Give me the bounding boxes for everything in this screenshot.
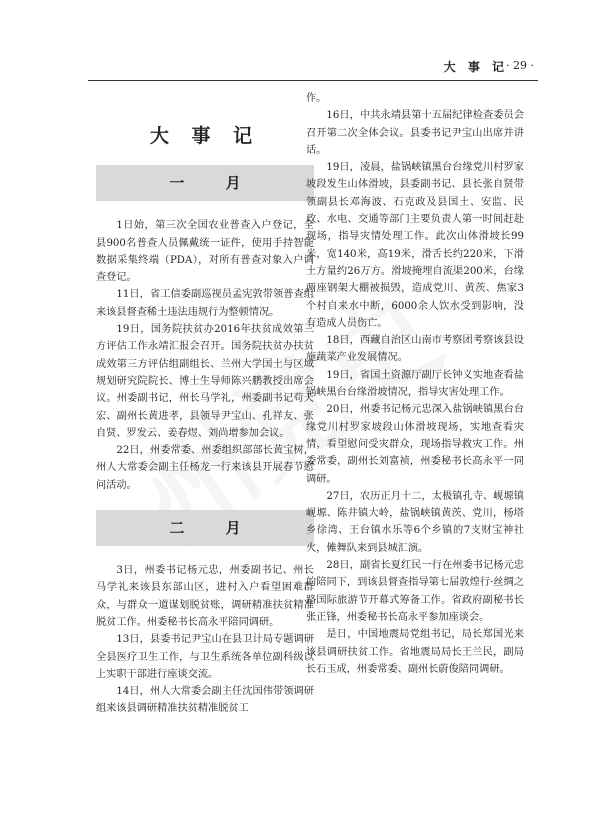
entry-paragraph: 1日始，第三次全国农业普查入户登记，全县900名普查人员佩戴统一证件，使用手持智能数据采集终端（PDA），对所有普查对象入户调查登记。 bbox=[96, 220, 314, 284]
entry-paragraph: 14日，州人大常委会副主任沈国伟带领调研组来该县调研精准扶贫精准脱贫工 bbox=[96, 686, 314, 715]
left-column bbox=[96, 90, 314, 718]
entry-paragraph: 18日，西藏自治区山南市考察团考察该县设施蔬菜产业发展情况。 bbox=[306, 335, 524, 364]
entry-paragraph: 20日，州委书记杨元忠深入盐锅峡镇黑台台缘党川村罗家坡段山体滑坡现场，实地查看灾情，看望慰问受灾群众，现场指导救灾工作。州委常委，副州长刘富祯，州委秘书长高永平一同调研。 bbox=[306, 404, 524, 485]
running-head-title: 大 事 记 bbox=[443, 60, 508, 74]
header-rule bbox=[88, 80, 538, 81]
month-heading-february: 二 月 bbox=[96, 510, 314, 546]
section-title: 大 事 记 bbox=[149, 125, 261, 147]
right-column bbox=[306, 90, 524, 678]
entry-paragraph: 27日，农历正月十二，太极镇孔寺、岘塬镇岘塬、陈井镇大岭，盐锅峡镇黄茨、党川，杨塔乡徐湾、王台镇水乐等6个乡镇的7支财宝神社火，傩舞队来到县城汇演。 bbox=[306, 490, 524, 554]
entry-paragraph: 作。 bbox=[306, 93, 327, 104]
entry-paragraph: 19日，凌晨，盐锅峡镇黑台台缘党川村罗家坡段发生山体滑坡，县委副书记、县长张自贤带领副县长邓海波、石克政及县国土、安监、民政、水电、交通等部门主要负责人第一时间赶赴现场，指导灾情处理工作。此次山体滑坡长99米，宽140米，高19米，滑舌长约220米，下滑土方量约26万方。滑坡掩埋自流渠200米，台缘两座钢架大棚被损毁，造成党川、黄茨、焦家3个村自来水中断，6000余人饮水受到影响，没有造成人员伤亡。 bbox=[306, 162, 524, 329]
entry-paragraph: 19日，省国土资源厅副厅长钟义实地查看盐锅峡黑台台缘滑坡情况，指导灾害处理工作。 bbox=[306, 369, 524, 399]
entry-paragraph: 是日，中国地震局党组书记，局长郑国光来该县调研扶贫工作。省地震局局长王兰民，副局长石玉成，州委常委、副州长蔚俊陪同调研。 bbox=[306, 629, 524, 675]
entry-paragraph: 11日，省工信委副巡视员孟宪敦带领普查组来该县督查稀土违法违规行为整顿情况。 bbox=[96, 289, 314, 318]
page-header bbox=[0, 56, 600, 76]
page-number: · 29 · bbox=[506, 59, 534, 72]
entry-paragraph: 22日，州委常委、州委组织部部长黄宝树，州人大常委会副主任杨龙一行来该县开展春节慰问活动。 bbox=[96, 445, 314, 491]
entry-paragraph: 13日，县委书记尹宝山在县卫计局专题调研全县医疗卫生工作，与卫生系统各单位副科级以上实职干部进行座谈交流。 bbox=[96, 634, 314, 680]
entry-paragraph: 19日，国务院扶贫办2016年扶贫成效第三方评估工作永靖汇报会召开。国务院扶贫办扶贫成效第三方评估组副组长、兰州大学国土与区域规划研究院院长、博士生导师陈兴鹏教授出席会议。州委副书记，州长马学礼，州委副书记苟天宏、副州长黄进孝，县领导尹宝山、孔祥友、张自贤、罗发云、姜春煜、刘尚增参加会议。 bbox=[96, 324, 314, 439]
month-heading-january: 一 月 bbox=[96, 165, 314, 201]
entry-paragraph: 3日，州委书记杨元忠，州委副书记、州长马学礼来该县东部山区，进村入户看望困难群众，与群众一道谋划脱贫账，调研精准扶贫精准脱贫工作。州委秘书长高永平陪同调研。 bbox=[96, 565, 314, 628]
entry-paragraph: 16日，中共永靖县第十五届纪律检查委员会召开第二次全体会议。县委书记尹宝山出席并讲话。 bbox=[306, 110, 524, 156]
entry-paragraph: 28日，副省长夏红民一行在州委书记杨元忠的陪同下，到该县督查指导第七届敦煌行·丝绸之路国际旅游节开幕式筹备工作。省政府副秘书长张正锋，州委秘书长高永平参加座谈会。 bbox=[306, 560, 524, 623]
